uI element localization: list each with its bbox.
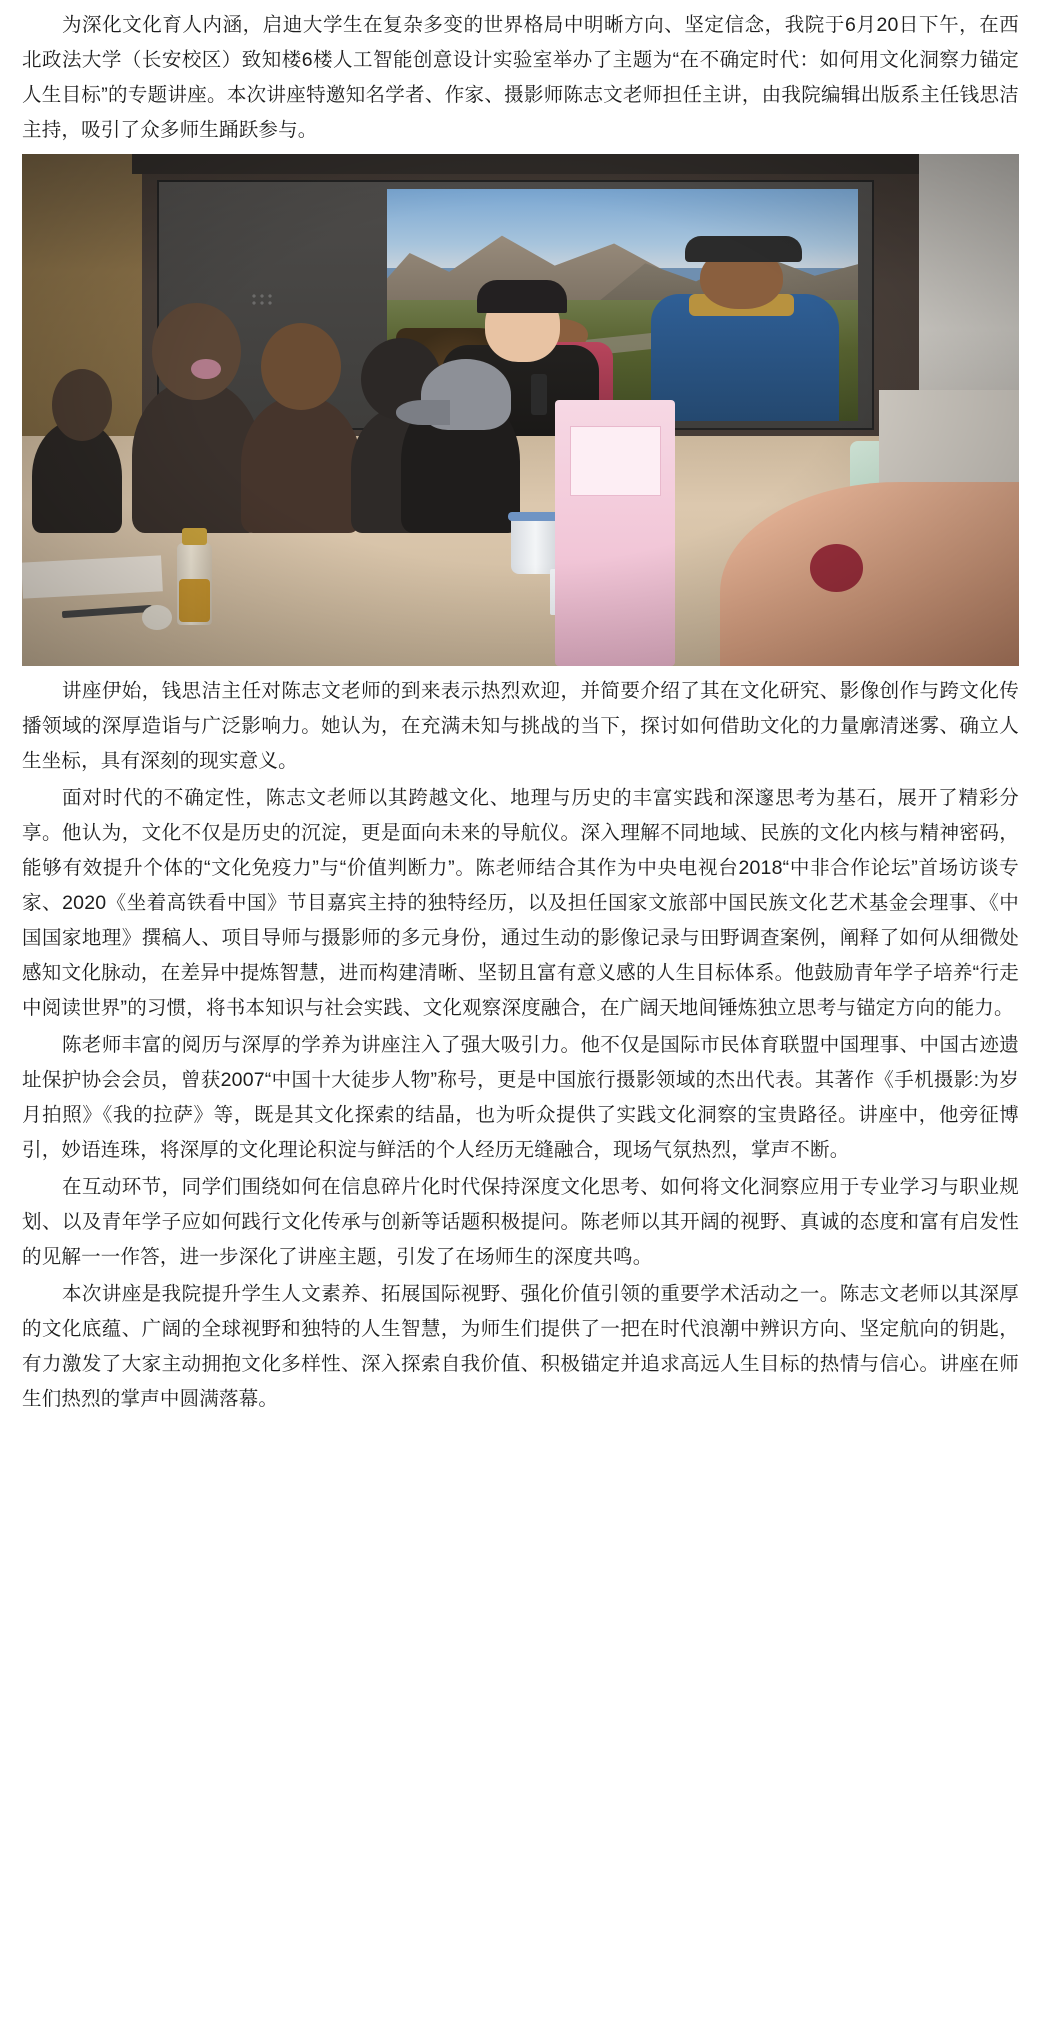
- speaker-hair: [477, 280, 567, 313]
- microphone-icon: [531, 374, 547, 415]
- slide-person-blue: [651, 240, 839, 421]
- paper-cup: [511, 518, 561, 574]
- small-container: [142, 605, 172, 631]
- screen-dot-pattern: [251, 293, 277, 307]
- audience-member: [241, 395, 361, 533]
- audience-cap: [421, 359, 511, 431]
- slide-person-blue-hat: [685, 236, 802, 261]
- drink-bottle: [177, 543, 213, 625]
- paper-sheet: [22, 555, 162, 598]
- audience-head: [261, 323, 341, 410]
- paragraph-6: 本次讲座是我院提升学生人文素养、拓展国际视野、强化价值引领的重要学术活动之一。陈志文老师以其深厚的文化底蕴、广阔的全球视野和独特的人生智慧，为师生们提供了一把在时代浪潮中辨识方向、坚定航向的钥匙，有力激发了大家主动拥抱文化多样性、深入探索自我价值、积极锚定并追求高远人生目标的热情与信心。讲座在师生们热烈的掌声中圆满落幕。: [22, 1283, 1019, 1410]
- bottle-liquid: [179, 579, 211, 622]
- photo-canvas: [22, 154, 1019, 666]
- bottle-cap: [182, 528, 206, 544]
- audience-head: [152, 303, 242, 400]
- paragraph-1: 为深化文化育人内涵，启迪大学生在复杂多变的世界格局中明晰方向、坚定信念，我院于6月20日下午，在西北政法大学（长安校区）致知楼6楼人工智能创意设计实验室举办了主题为“在不确定时代：如何用文化洞察力锚定人生目标”的专题讲座。本次讲座特邀知名学者、作家、摄影师陈志文老师担任主讲，由我院编辑出版系主任钱思洁主持，吸引了众多师生踊跃参与。: [22, 14, 1019, 141]
- pink-package: [555, 400, 675, 666]
- audience-head: [52, 369, 112, 441]
- ceiling-strip: [132, 154, 920, 174]
- lecture-photo: [22, 154, 1019, 666]
- paragraph-3: 面对时代的不确定性，陈志文老师以其跨越文化、地理与历史的丰富实践和深邃思考为基石，展开了精彩分享。他认为，文化不仅是历史的沉淀，更是面向未来的导航仪。深入理解不同地域、民族的文化内核与精神密码，能够有效提升个体的“文化免疫力”与“价值判断力”。陈老师结合其作为中央电视台2018“中非合作论坛”首场访谈专家、2020《坐着高铁看中国》节目嘉宾主持的独特经历，以及担任国家文旅部中国民族文化艺术基金会理事、《中国国家地理》撰稿人、项目导师与摄影师的多元身份，通过生动的影像记录与田野调查案例，阐释了如何从细微处感知文化脉动，在差异中提炼智慧，进而构建清晰、坚韧且富有意义感的人生目标体系。他鼓励青年学子培养“行走中阅读世界”的习惯，将书本知识与社会实践、文化观察深度融合，在广阔天地间锤炼独立思考与锚定方向的能力。: [22, 787, 1019, 1019]
- paragraph-5: 在互动环节，同学们围绕如何在信息碎片化时代保持深度文化思考、如何将文化洞察应用于专业学习与职业规划、以及青年学子应如何践行文化传承与创新等话题积极提问。陈老师以其开阔的视野、真诚的态度和富有启发性的见解一一作答，进一步深化了讲座主题，引发了在场师生的深度共鸣。: [22, 1176, 1019, 1268]
- article-body: [22, 0, 1019, 1417]
- paragraph-4: 陈老师丰富的阅历与深厚的学养为讲座注入了强大吸引力。他不仅是国际市民体育联盟中国理事、中国古迹遗址保护协会会员，曾获2007“中国十大徒步人物”称号，更是中国旅行摄影领域的杰出代表。其著作《手机摄影:为岁月拍照》《我的拉萨》等，既是其文化探索的结晶，也为听众提供了实践文化洞察的宝贵路径。讲座中，他旁征博引，妙语连珠，将深厚的文化理论积淀与鲜活的个人经历无缝融合，现场气氛热烈，掌声不断。: [22, 1034, 1019, 1161]
- paragraph-2: 讲座伊始，钱思洁主任对陈志文老师的到来表示热烈欢迎，并简要介绍了其在文化研究、影像创作与跨文化传播领域的深厚造诣与广泛影响力。她认为，在充满未知与挑战的当下，探讨如何借助文化的力量廓清迷雾、确立人生坐标，具有深刻的现实意义。: [22, 680, 1019, 772]
- package-label: [570, 426, 661, 495]
- wrist-band: [810, 544, 864, 592]
